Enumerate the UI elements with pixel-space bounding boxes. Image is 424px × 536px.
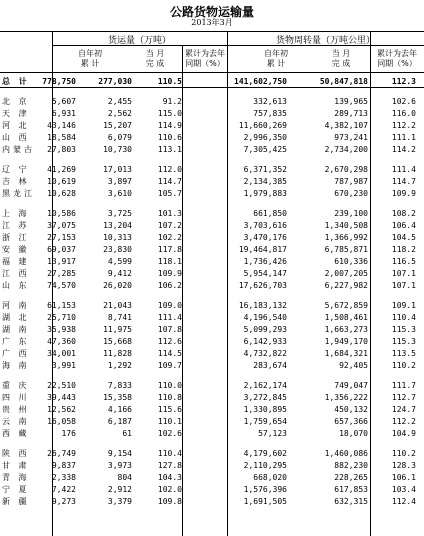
row-cell-6: 107.1 (391, 269, 416, 278)
row-cell-1: 2,338 (51, 473, 76, 482)
row-cell-6: 110.2 (391, 361, 416, 370)
row-cell-1: 10,586 (47, 209, 76, 218)
row-cell-1: 18,584 (47, 133, 76, 142)
row-cell-3: 115.0 (157, 109, 182, 118)
row-cell-3: 115.6 (157, 405, 182, 414)
row-cell-2: 11,975 (103, 325, 132, 334)
row-cell-3: 105.7 (157, 189, 182, 198)
row-cell-1: 26,749 (47, 449, 76, 458)
row-region-name: 北 京 (2, 97, 30, 106)
row-region-name: 重 庆 (2, 381, 30, 390)
row-region-name: 河 南 (2, 301, 30, 310)
row-cell-2: 2,455 (107, 97, 132, 106)
row-cell-4: 7,305,425 (243, 145, 287, 154)
row-cell-4: 3,703,616 (243, 221, 287, 230)
row-cell-2: 4,166 (107, 405, 132, 414)
row-cell-3: 109.0 (157, 301, 182, 310)
row-cell-1: 12,562 (47, 405, 76, 414)
row-cell-4: 1,736,426 (243, 257, 287, 266)
row-cell-2: 277,030 (98, 77, 132, 86)
table-row (0, 187, 424, 200)
row-cell-4: 757,835 (253, 109, 287, 118)
row-region-name: 江 苏 (2, 221, 30, 230)
row-cell-2: 9,412 (107, 269, 132, 278)
row-cell-5: 139,965 (334, 97, 368, 106)
row-cell-6: 109.1 (391, 301, 416, 310)
row-cell-5: 2,670,298 (324, 165, 368, 174)
row-cell-3: 107.8 (157, 325, 182, 334)
row-region-name: 广 西 (2, 349, 30, 358)
row-cell-1: 69,037 (47, 245, 76, 254)
row-cell-4: 332,613 (253, 97, 287, 106)
header-pct-volume: 累计为去年 同期（%） (185, 49, 225, 68)
row-cell-1: 7,422 (51, 485, 76, 494)
row-cell-1: 27,285 (47, 269, 76, 278)
row-cell-4: 3,470,176 (243, 233, 287, 242)
row-cell-4: 5,099,293 (243, 325, 287, 334)
header-bottom-border (0, 72, 424, 73)
row-cell-4: 2,162,174 (243, 381, 287, 390)
row-cell-3: 109.7 (157, 361, 182, 370)
row-cell-1: 43,146 (47, 121, 76, 130)
row-cell-1: 13,917 (47, 257, 76, 266)
row-cell-1: 27,803 (47, 145, 76, 154)
row-cell-1: 16,058 (47, 417, 76, 426)
row-region-name: 新 疆 (2, 497, 30, 506)
row-cell-5: 1,460,086 (324, 449, 368, 458)
row-cell-6: 114.2 (391, 145, 416, 154)
row-cell-5: 1,356,222 (324, 393, 368, 402)
row-cell-3: 102.6 (157, 429, 182, 438)
page-title: 公路货物运输量 (169, 5, 254, 19)
row-cell-1: 34,001 (47, 349, 76, 358)
row-cell-4: 141,602,750 (234, 77, 287, 86)
row-cell-1: 74,570 (47, 281, 76, 290)
row-cell-5: 670,230 (334, 189, 368, 198)
row-cell-5: 4,382,107 (324, 121, 368, 130)
row-cell-1: 41,269 (47, 165, 76, 174)
row-cell-2: 6,079 (107, 133, 132, 142)
row-cell-4: 6,142,933 (243, 337, 287, 346)
row-cell-3: 111.4 (157, 313, 182, 322)
row-cell-5: 289,713 (334, 109, 368, 118)
row-region-name: 山 东 (2, 281, 30, 290)
row-cell-3: 106.2 (157, 281, 182, 290)
row-cell-4: 11,660,269 (238, 121, 287, 130)
row-region-name: 天 津 (2, 109, 30, 118)
row-region-name: 江 西 (2, 269, 30, 278)
row-cell-5: 5,672,859 (324, 301, 368, 310)
row-cell-6: 118.2 (391, 245, 416, 254)
row-cell-5: 2,007,205 (324, 269, 368, 278)
row-cell-4: 4,732,822 (243, 349, 287, 358)
row-cell-3: 91.2 (162, 97, 182, 106)
row-cell-2: 9,154 (107, 449, 132, 458)
row-cell-3: 118.1 (157, 257, 182, 266)
row-cell-2: 15,207 (103, 121, 132, 130)
header-freight-volume: 货运量（万吨） (107, 36, 171, 46)
row-cell-2: 7,833 (107, 381, 132, 390)
row-cell-4: 2,134,385 (243, 177, 287, 186)
row-cell-1: 3,991 (51, 361, 76, 370)
row-cell-3: 112.6 (157, 337, 182, 346)
row-region-name: 浙 江 (2, 233, 30, 242)
row-cell-3: 104.3 (157, 473, 182, 482)
row-cell-2: 3,725 (107, 209, 132, 218)
row-cell-6: 114.7 (391, 177, 416, 186)
header-ytd-volume: 自年初 累 计 (78, 49, 102, 68)
row-cell-2: 2,562 (107, 109, 132, 118)
row-cell-6: 103.4 (391, 485, 416, 494)
row-cell-6: 116.5 (391, 257, 416, 266)
row-cell-4: 2,110,295 (243, 461, 287, 470)
row-cell-2: 1,292 (107, 361, 132, 370)
row-cell-5: 6,785,871 (324, 245, 368, 254)
row-cell-6: 110.2 (391, 449, 416, 458)
row-cell-6: 111.7 (391, 381, 416, 390)
table-row (0, 359, 424, 372)
row-cell-1: 35,938 (47, 325, 76, 334)
row-cell-2: 3,973 (107, 461, 132, 470)
row-cell-5: 1,340,508 (324, 221, 368, 230)
row-cell-1: 778,750 (42, 77, 76, 86)
row-cell-3: 101.3 (157, 209, 182, 218)
row-cell-1: 47,360 (47, 337, 76, 346)
row-cell-4: 1,330,895 (243, 405, 287, 414)
row-cell-2: 804 (117, 473, 132, 482)
row-cell-2: 17,013 (103, 165, 132, 174)
row-cell-1: 37,075 (47, 221, 76, 230)
row-cell-6: 104.9 (391, 429, 416, 438)
row-cell-4: 1,759,654 (243, 417, 287, 426)
row-cell-5: 228,265 (334, 473, 368, 482)
row-cell-4: 1,576,396 (243, 485, 287, 494)
table-row (0, 495, 424, 508)
header-turnover: 货物周转量（万吨公里） (275, 36, 375, 46)
row-cell-4: 2,996,350 (243, 133, 287, 142)
row-cell-2: 21,043 (103, 301, 132, 310)
row-cell-6: 115.3 (391, 337, 416, 346)
row-cell-6: 106.1 (391, 473, 416, 482)
row-cell-1: 6,931 (51, 109, 76, 118)
row-cell-1: 176 (61, 429, 76, 438)
row-region-name: 吉 林 (2, 177, 30, 186)
row-cell-6: 112.3 (391, 77, 416, 86)
row-region-name: 甘 肃 (2, 461, 30, 470)
row-cell-6: 102.6 (391, 97, 416, 106)
header-ytd-turnover: 自年初 累 计 (264, 49, 288, 68)
row-region-name: 宁 夏 (2, 485, 30, 494)
row-cell-3: 107.2 (157, 221, 182, 230)
row-cell-2: 3,610 (107, 189, 132, 198)
row-cell-3: 102.0 (157, 485, 182, 494)
row-cell-5: 973,241 (334, 133, 368, 142)
row-cell-3: 109.8 (157, 497, 182, 506)
row-cell-1: 39,443 (47, 393, 76, 402)
row-cell-4: 283,674 (253, 361, 287, 370)
row-cell-3: 109.9 (157, 269, 182, 278)
row-cell-2: 15,668 (103, 337, 132, 346)
row-cell-1: 61,153 (47, 301, 76, 310)
row-cell-5: 50,847,818 (319, 77, 368, 86)
row-cell-3: 110.5 (157, 77, 182, 86)
row-cell-6: 112.7 (391, 393, 416, 402)
row-cell-5: 1,663,273 (324, 325, 368, 334)
row-cell-4: 6,371,352 (243, 165, 287, 174)
row-cell-3: 114.9 (157, 121, 182, 130)
row-cell-5: 610,336 (334, 257, 368, 266)
row-cell-5: 18,070 (339, 429, 368, 438)
row-cell-2: 23,830 (103, 245, 132, 254)
row-cell-5: 450,132 (334, 405, 368, 414)
row-region-name: 陕 西 (2, 449, 30, 458)
row-region-name: 四 川 (2, 393, 30, 402)
header-month-turnover: 当 月 完 成 (331, 49, 351, 68)
row-cell-2: 10,730 (103, 145, 132, 154)
table-row (0, 427, 424, 440)
row-region-name: 云 南 (2, 417, 30, 426)
row-region-name: 海 南 (2, 361, 30, 370)
row-cell-4: 5,954,147 (243, 269, 287, 278)
row-cell-4: 3,272,845 (243, 393, 287, 402)
row-cell-3: 110.8 (157, 393, 182, 402)
row-cell-4: 57,123 (258, 429, 287, 438)
row-cell-4: 17,626,703 (238, 281, 287, 290)
row-cell-3: 114.5 (157, 349, 182, 358)
row-region-name: 西 藏 (2, 429, 30, 438)
row-cell-4: 1,979,883 (243, 189, 287, 198)
row-region-name: 湖 南 (2, 325, 30, 334)
row-cell-5: 787,987 (334, 177, 368, 186)
row-cell-1: 9,273 (51, 497, 76, 506)
row-cell-3: 110.1 (157, 417, 182, 426)
row-cell-2: 11,828 (103, 349, 132, 358)
row-cell-5: 657,366 (334, 417, 368, 426)
row-cell-2: 2,912 (107, 485, 132, 494)
row-cell-6: 108.2 (391, 209, 416, 218)
header-month-volume: 当 月 完 成 (145, 49, 165, 68)
row-cell-3: 117.8 (157, 245, 182, 254)
row-cell-6: 113.5 (391, 349, 416, 358)
row-cell-5: 1,684,321 (324, 349, 368, 358)
row-region-name: 贵 州 (2, 405, 30, 414)
row-cell-3: 110.0 (157, 381, 182, 390)
row-region-name: 黑龙江 (2, 189, 35, 198)
row-cell-4: 4,179,602 (243, 449, 287, 458)
row-region-name: 上 海 (2, 209, 30, 218)
row-cell-4: 661,850 (253, 209, 287, 218)
row-region-name: 总 计 (2, 77, 30, 86)
row-cell-6: 128.3 (391, 461, 416, 470)
row-cell-4: 16,183,132 (238, 301, 287, 310)
row-cell-4: 19,464,817 (238, 245, 287, 254)
row-cell-3: 113.1 (157, 145, 182, 154)
row-cell-6: 124.7 (391, 405, 416, 414)
row-cell-6: 109.9 (391, 189, 416, 198)
page-subtitle: 2013年3月 (191, 18, 233, 27)
row-cell-5: 1,949,170 (324, 337, 368, 346)
row-cell-5: 617,853 (334, 485, 368, 494)
row-region-name: 青 海 (2, 473, 30, 482)
row-region-name: 广 东 (2, 337, 30, 346)
row-region-name: 湖 北 (2, 313, 30, 322)
row-cell-5: 632,315 (334, 497, 368, 506)
row-region-name: 辽 宁 (2, 165, 30, 174)
table-row (0, 279, 424, 292)
row-cell-6: 111.1 (391, 133, 416, 142)
row-cell-5: 92,405 (339, 361, 368, 370)
row-cell-5: 1,366,992 (324, 233, 368, 242)
row-cell-6: 111.4 (391, 165, 416, 174)
row-cell-3: 110.4 (157, 449, 182, 458)
row-cell-1: 9,837 (51, 461, 76, 470)
row-region-name: 内蒙古 (2, 145, 35, 154)
table-top-border (0, 31, 424, 32)
row-cell-6: 110.4 (391, 313, 416, 322)
row-cell-6: 107.1 (391, 281, 416, 290)
row-cell-2: 15,358 (103, 393, 132, 402)
row-region-name: 福 建 (2, 257, 30, 266)
row-cell-2: 3,897 (107, 177, 132, 186)
row-cell-3: 112.0 (157, 165, 182, 174)
row-cell-1: 22,510 (47, 381, 76, 390)
row-cell-2: 13,204 (103, 221, 132, 230)
row-cell-6: 112.4 (391, 497, 416, 506)
row-cell-2: 26,020 (103, 281, 132, 290)
row-cell-6: 115.3 (391, 325, 416, 334)
row-cell-4: 1,691,505 (243, 497, 287, 506)
row-cell-6: 104.5 (391, 233, 416, 242)
row-cell-5: 749,047 (334, 381, 368, 390)
row-cell-6: 116.0 (391, 109, 416, 118)
row-cell-6: 112.2 (391, 417, 416, 426)
row-cell-4: 668,020 (253, 473, 287, 482)
row-cell-3: 127.8 (157, 461, 182, 470)
row-cell-1: 27,153 (47, 233, 76, 242)
row-cell-2: 8,741 (107, 313, 132, 322)
row-cell-1: 10,619 (47, 177, 76, 186)
row-cell-5: 239,100 (334, 209, 368, 218)
total-row (0, 75, 424, 88)
row-cell-4: 4,196,540 (243, 313, 287, 322)
row-cell-5: 6,227,982 (324, 281, 368, 290)
row-cell-5: 1,508,461 (324, 313, 368, 322)
row-region-name: 河 北 (2, 121, 30, 130)
row-cell-1: 10,628 (47, 189, 76, 198)
row-cell-2: 61 (122, 429, 132, 438)
row-region-name: 安 徽 (2, 245, 30, 254)
row-cell-5: 2,734,200 (324, 145, 368, 154)
row-cell-2: 6,187 (107, 417, 132, 426)
row-region-name: 山 西 (2, 133, 30, 142)
row-cell-5: 882,230 (334, 461, 368, 470)
row-cell-6: 112.2 (391, 121, 416, 130)
row-cell-3: 102.2 (157, 233, 182, 242)
row-cell-2: 10,313 (103, 233, 132, 242)
row-cell-6: 106.4 (391, 221, 416, 230)
table-row (0, 143, 424, 156)
row-cell-1: 25,710 (47, 313, 76, 322)
row-cell-3: 114.7 (157, 177, 182, 186)
header-pct-turnover: 累计为去年 同期（%） (377, 49, 417, 68)
row-cell-3: 110.6 (157, 133, 182, 142)
row-cell-2: 4,599 (107, 257, 132, 266)
row-cell-1: 5,607 (51, 97, 76, 106)
row-cell-2: 3,379 (107, 497, 132, 506)
